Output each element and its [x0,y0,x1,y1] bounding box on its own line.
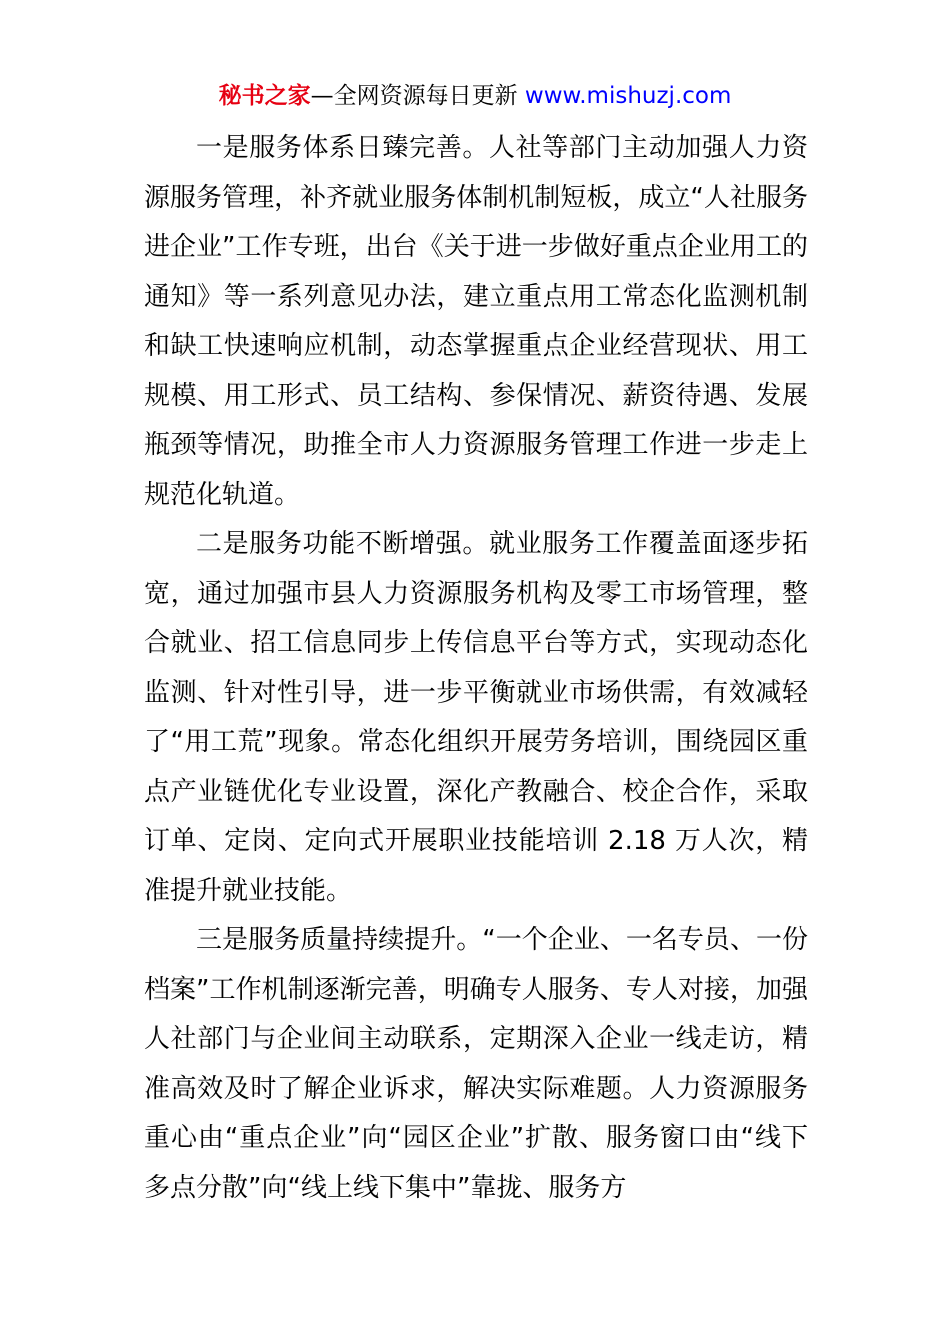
brand-name: 秘书之家 [218,83,311,109]
site-header [0,80,950,112]
paragraph-service-function: 二是服务功能不断增强。就业服务工作覆盖面逐步拓宽，通过加强市县人力资源服务机构及零工市场管理，整合就业、招工信息同步上传信息平台等方式，实现动态化监测、针对性引导，进一步平衡就业市场供需，有效减轻了“用工荒”现象。常态化组织开展劳务培训，围绕园区重点产业链优化专业设置，深化产教融合、校企合作，采取订单、定岗、定向式开展职业技能培训 2.18 万人次，精准提升就业技能。 [144,529,808,906]
site-url-link[interactable]: www.mishuzj.com [524,83,732,109]
paragraph-service-system: 一是服务体系日臻完善。人社等部门主动加强人力资源服务管理，补齐就业服务体制机制短板，成立“人社服务进企业”工作专班，出台《关于进一步做好重点企业用工的通知》等一系列意见办法，建立重点用工常态化监测机制和缺工快速响应机制，动态掌握重点企业经营现状、用工规模、用工形式、员工结构、参保情况、薪资待遇、发展瓶颈等情况，助推全市人力资源服务管理工作进一步走上规范化轨道。 [144,133,808,510]
paragraph-service-quality: 三是服务质量持续提升。“一个企业、一名专员、一份档案”工作机制逐渐完善，明确专人服务、专人对接，加强人社部门与企业间主动联系，定期深入企业一线走访，精准高效及时了解企业诉求，解决实际难题。人力资源服务重心由“重点企业”向“园区企业”扩散、服务窗口由“线下多点分散”向“线上线下集中”靠拢、服务方 [144,925,808,1203]
header-tagline: —全网资源每日更新 [310,83,518,109]
document-body [144,124,808,1213]
